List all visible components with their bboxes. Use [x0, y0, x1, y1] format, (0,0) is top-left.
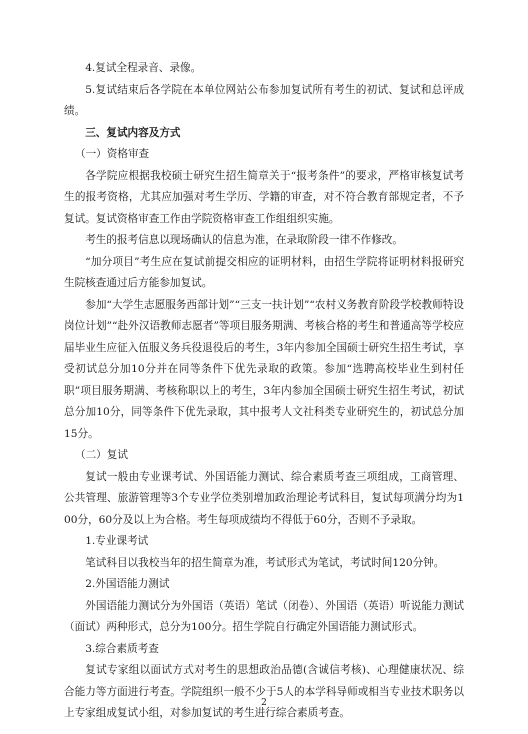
paragraph-registration-info: 考生的报考信息以现场确认的信息为准，在录取阶段一律不作修改。	[85, 234, 403, 246]
subsection-qualification-review: （一）资格审查	[75, 148, 150, 160]
subsection-reexam: （二）复试	[75, 449, 128, 461]
item-publish-scores: 5.复试结束后各学院在本单位网站公布参加复试所有考生的初试、复试和总评成绩。	[64, 83, 464, 117]
item-foreign-language-test: 2.外国语能力测试	[85, 578, 170, 590]
paragraph-reexam-composition: 复试一般由专业课考试、外国语能力测试、综合素质考查三项组成，工商管理、公共管理、旅游管理等3个专业学位类别增加政治理论考试科目，复试每项满分均为100分，60分及以上为合格。考生每项成绩均不得低于60分，否则不予录取。	[64, 470, 464, 526]
item-comprehensive-assessment: 3.综合素质考查	[85, 642, 159, 655]
paragraph-qualification-review: 各学院应根据我校硕士研究生招生简章关于“报考条件”的要求，严格审核复试考生的报考资格，尤其应加强对考生学历、学籍的审查，对不符合教育部规定者，不予复试。复试资格审查工作由学院资格审查工作组组织实施。	[64, 169, 464, 225]
page-number: 2	[261, 698, 267, 708]
paragraph-bonus-policy: 参加“大学生志愿服务西部计划”“三支一扶计划”“农村义务教育阶段学校教师特设岗位计划”“赴外汉语教师志愿者”等项目服务期满、考核合格的考生和普通高等学校应届毕业生应征入伍服义务兵役退役后的考生，3年内参加全国硕士研究生招生考试，享受初试总分加10分并在同等条件下优先录取的政策。参加“选聘高校毕业生到村任职”项目服务期满、考核称职以上的考生，3年内参加全国硕士研究生招生考试，初试总分加10分，同等条件下优先录取，其中报考人文社科类专业研究生的，初试总分加15分。	[64, 298, 464, 440]
item-recording: 4.复试全程录音、录像。	[85, 62, 202, 74]
paragraph-comprehensive-assessment: 复试专家组以面试方式对考生的思想政治品德(含诚信考核)、心理健康状况、综合能力等方面进行考查。学院组织一般不少于5人的本学科导师或相当专业技术职务以上专家组成复试小组，对参加复试的考生进行综合素质考查。	[64, 664, 464, 719]
paragraph-professional-exam: 笔试科目以我校当年的招生简章为准，考试形式为笔试，考试时间120分钟。	[85, 556, 445, 569]
paragraph-bonus-items: “加分项目”考生应在复试前提交相应的证明材料，由招生学院将证明材料报研究生院核查通过后方能参加复试。	[64, 255, 464, 289]
item-professional-exam: 1.专业课考试	[85, 535, 149, 547]
paragraph-foreign-language-test: 外国语能力测试分为外国语（英语）笔试（闭卷）、外国语（英语）听说能力测试（面试）两种形式，总分为100分。招生学院自行确定外国语能力测试形式。	[64, 599, 464, 633]
section-heading-content-and-method: 三、复试内容及方式	[85, 126, 181, 139]
